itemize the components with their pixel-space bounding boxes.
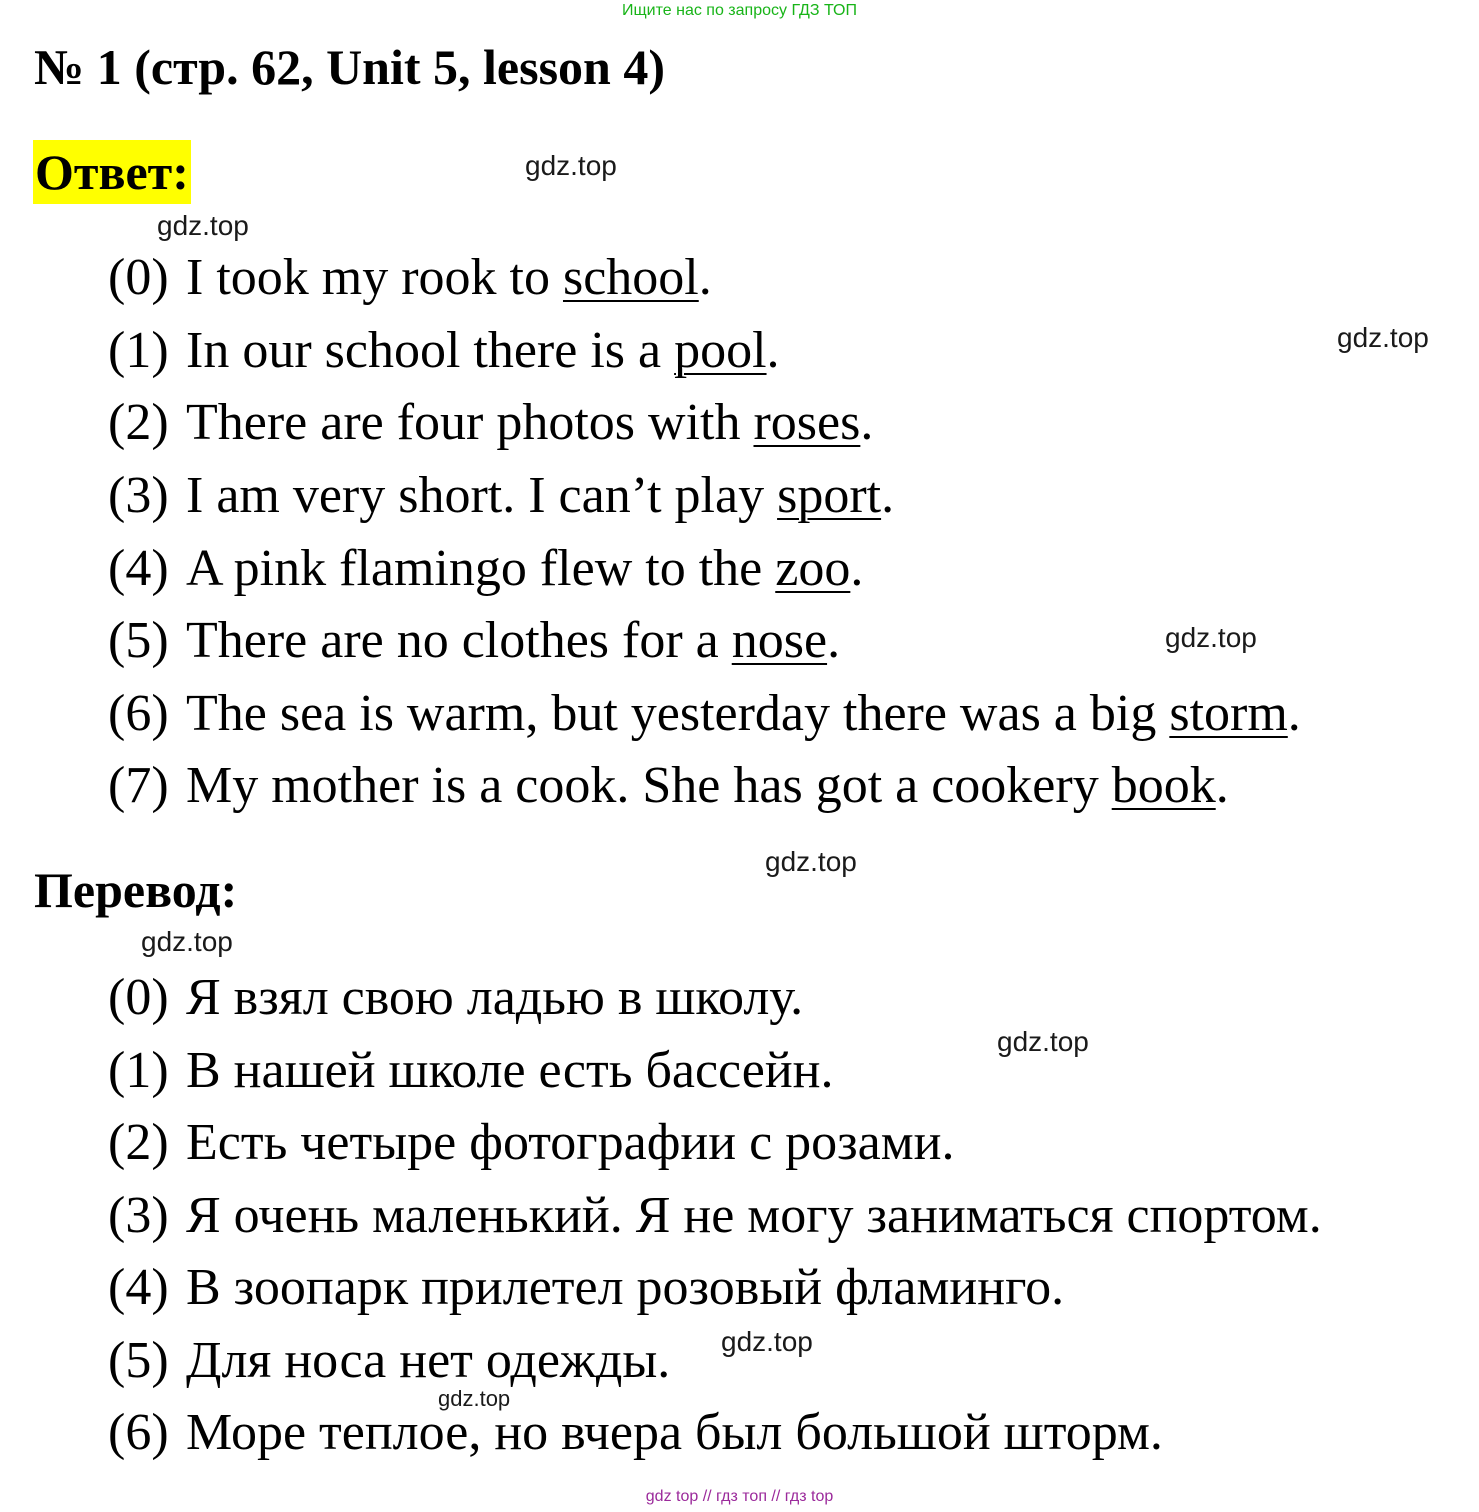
answer-line-5 bbox=[108, 609, 840, 673]
answer-line-number: (5) bbox=[108, 612, 169, 669]
answer-line-number: (7) bbox=[108, 757, 169, 814]
watermark: gdz.top bbox=[765, 846, 857, 877]
answer-line-text: There are four photos with bbox=[186, 394, 754, 451]
translation-line-text: Море теплое, но вчера был большой шторм. bbox=[186, 1404, 1163, 1461]
translation-line-1 bbox=[108, 1039, 834, 1103]
answer-line-7 bbox=[108, 754, 1229, 818]
watermark: gdz.top bbox=[721, 1326, 813, 1357]
translation-line-6 bbox=[108, 1401, 1163, 1465]
answer-heading: Ответ: bbox=[33, 140, 191, 204]
translation-line-2 bbox=[108, 1111, 955, 1175]
translation-line-text: Есть четыре фотографии с розами. bbox=[186, 1114, 955, 1171]
answer-line-punct: . bbox=[860, 394, 874, 451]
watermark: gdz.top bbox=[525, 150, 617, 181]
answer-line-number: (0) bbox=[108, 249, 169, 306]
translation-line-number: (1) bbox=[108, 1042, 169, 1099]
watermark: gdz.top bbox=[157, 210, 249, 241]
answer-line-text: The sea is warm, but yesterday there was a big bbox=[186, 685, 1170, 742]
answer-line-4 bbox=[108, 537, 863, 601]
answer-line-6 bbox=[108, 682, 1301, 746]
answer-line-text: In our school there is a bbox=[186, 322, 675, 379]
watermark: gdz.top bbox=[141, 926, 233, 957]
translation-line-4 bbox=[108, 1256, 1064, 1320]
answer-line-text: My mother is a cook. She has got a cookery bbox=[186, 757, 1112, 814]
underlined-word: book bbox=[1111, 757, 1216, 814]
translation-line-text: В нашей школе есть бассейн. bbox=[186, 1042, 834, 1099]
answer-line-punct: . bbox=[766, 322, 780, 379]
answer-line-0 bbox=[108, 246, 712, 310]
answer-line-punct: . bbox=[827, 612, 841, 669]
underlined-word: storm bbox=[1169, 685, 1288, 742]
answer-line-punct: . bbox=[1287, 685, 1301, 742]
translation-line-text: В зоопарк прилетел розовый фламинго. bbox=[186, 1259, 1065, 1316]
top-banner[interactable]: Ищите нас по запросу ГДЗ ТОП bbox=[622, 2, 857, 19]
translation-heading: Перевод: bbox=[34, 862, 238, 918]
watermark: gdz.top bbox=[997, 1026, 1089, 1057]
answer-line-text: I took my rook to bbox=[186, 249, 563, 306]
translation-line-text: Для носа нет одежды. bbox=[186, 1332, 671, 1389]
translation-line-number: (5) bbox=[108, 1332, 169, 1389]
translation-line-number: (0) bbox=[108, 969, 169, 1026]
answer-line-text: There are no clothes for a bbox=[186, 612, 732, 669]
underlined-word: roses bbox=[753, 394, 861, 451]
footer-links[interactable]: gdz top // гдз топ // гдз top bbox=[645, 1488, 834, 1505]
answer-line-punct: . bbox=[850, 540, 864, 597]
translation-line-text: Я взял свою ладью в школу. bbox=[186, 969, 804, 1026]
answer-line-number: (2) bbox=[108, 394, 169, 451]
answer-line-2 bbox=[108, 391, 873, 455]
answer-line-number: (4) bbox=[108, 540, 169, 597]
translation-line-number: (2) bbox=[108, 1114, 169, 1171]
page-title: № 1 (стр. 62, Unit 5, lesson 4) bbox=[34, 39, 665, 95]
underlined-word: nose bbox=[731, 612, 828, 669]
answer-line-3 bbox=[108, 464, 894, 528]
underlined-word: school bbox=[562, 249, 699, 306]
translation-line-number: (4) bbox=[108, 1259, 169, 1316]
watermark: gdz.top bbox=[438, 1386, 511, 1411]
answer-line-number: (6) bbox=[108, 685, 169, 742]
answer-line-1 bbox=[108, 319, 780, 383]
answer-line-number: (3) bbox=[108, 467, 169, 524]
answer-line-number: (1) bbox=[108, 322, 169, 379]
underlined-word: zoo bbox=[775, 540, 851, 597]
underlined-word: pool bbox=[674, 322, 767, 379]
translation-line-3 bbox=[108, 1184, 1322, 1248]
watermark: gdz.top bbox=[1165, 622, 1257, 653]
translation-line-number: (3) bbox=[108, 1187, 169, 1244]
translation-line-number: (6) bbox=[108, 1404, 169, 1461]
answer-line-punct: . bbox=[698, 249, 712, 306]
answer-line-text: A pink flamingo flew to the bbox=[186, 540, 776, 597]
underlined-word: sport bbox=[777, 467, 882, 524]
answer-line-text: I am very short. I can’t play bbox=[186, 467, 778, 524]
answer-line-punct: . bbox=[881, 467, 895, 524]
translation-line-text: Я очень маленький. Я не могу заниматься спортом. bbox=[186, 1187, 1322, 1244]
translation-line-0 bbox=[108, 966, 803, 1030]
translation-line-5 bbox=[108, 1329, 670, 1393]
watermark: gdz.top bbox=[1337, 322, 1429, 353]
answer-line-punct: . bbox=[1215, 757, 1229, 814]
